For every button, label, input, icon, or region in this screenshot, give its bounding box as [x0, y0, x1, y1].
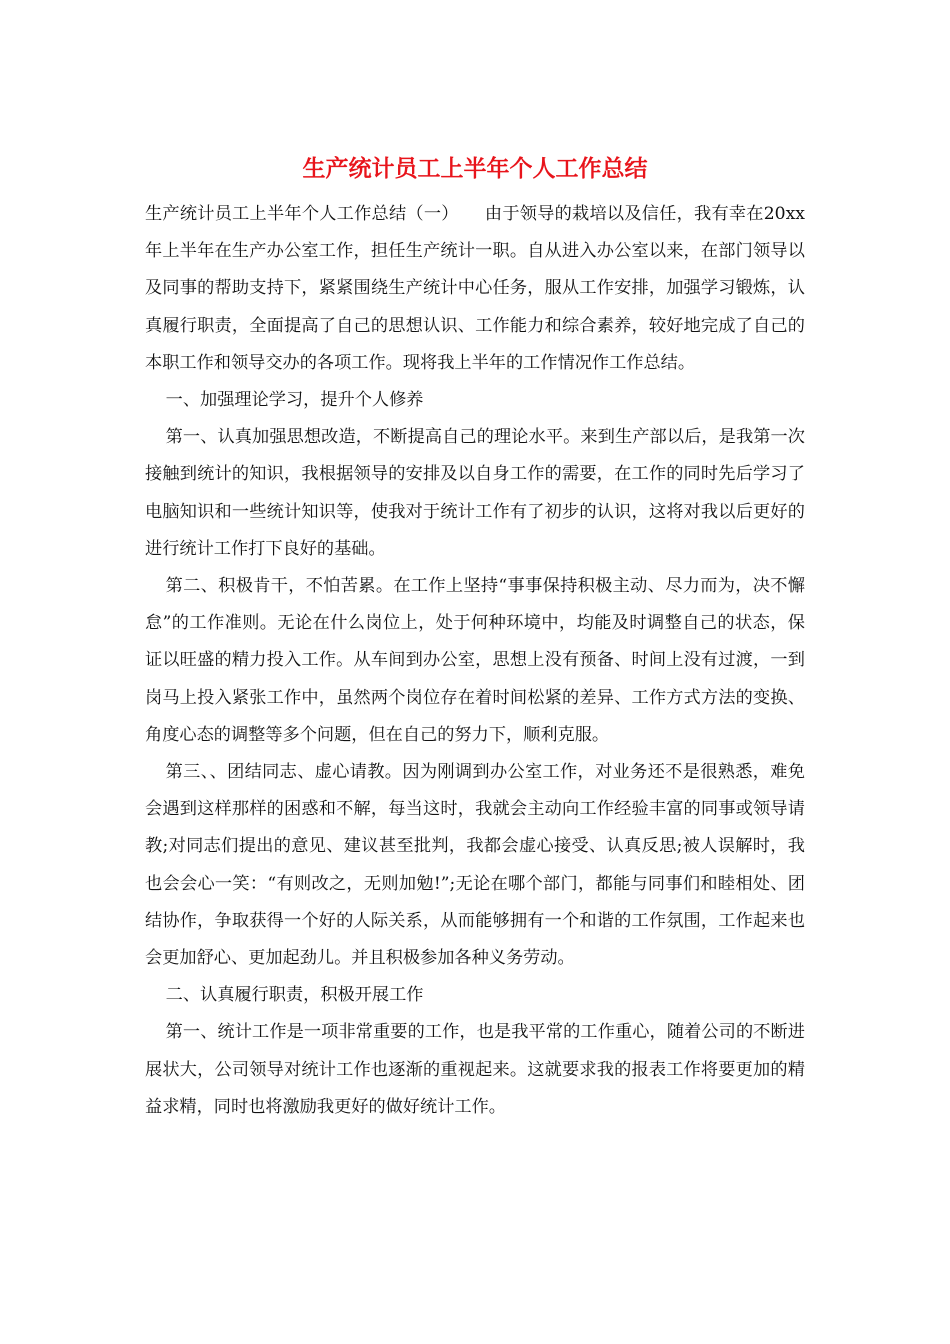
section-heading-1: 一、加强理论学习，提升个人修养 — [165, 390, 424, 411]
document-title: 生产统计员工上半年个人工作总结 — [302, 156, 648, 182]
section-heading-2: 二、认真履行职责，积极开展工作 — [165, 985, 424, 1006]
paragraph-second-point: 第二、积极肯干，不怕苦累。在工作上坚持“事事保持积极主动、尽力而为，决不懈怠”的工作准则。无论在什么岗位上，处于何种环境中，均能及时调整自己的状态，保证以旺盛的精力投入工作。从车间到办公室，思想上没有预备、时间上没有过渡，一到岗马上投入紧张工作中，虽然两个岗位存在着时间松紧的差异、工作方式方法的变换、角度心态的调整等多个问题，但在自己的努力下，顺利克服。 — [145, 576, 805, 745]
paragraph-statistics-work: 第一、统计工作是一项非常重要的工作，也是我平常的工作重心，随着公司的不断进展状大，公司领导对统计工作也逐渐的重视起来。这就要求我的报表工作将要更加的精益求精，同时也将激励我更好的做好统计工作。 — [145, 1022, 805, 1117]
paragraph-first-point: 第一、认真加强思想改造，不断提高自己的理论水平。来到生产部以后，是我第一次接触到统计的知识，我根据领导的安排及以自身工作的需要，在工作的同时先后学习了电脑知识和一些统计知识等，使我对于统计工作有了初步的认识，这将对我以后更好的进行统计工作打下良好的基础。 — [145, 427, 805, 559]
paragraph-third-point: 第三、、团结同志、虚心请教。因为刚调到办公室工作，对业务还不是很熟悉，难免会遇到这样那样的困惑和不解，每当这时，我就会主动向工作经验丰富的同事或领导请教;对同志们提出的意见、建议甚至批判，我都会虚心接受、认真反思;被人误解时，我也会会心一笑：“有则改之，无则加勉!”;无论在哪个部门，都能与同事们和睦相处、团结协作，争取获得一个好的人际关系，从而能够拥有一个和谐的工作氛围，工作起来也会更加舒心、更加起劲儿。并且积极参加各种义务劳动。 — [145, 762, 805, 969]
paragraph-intro: 生产统计员工上半年个人工作总结（一） 由于领导的栽培以及信任，我有幸在20xx年上半年在生产办公室工作，担任生产统计一职。自从进入办公室以来，在部门领导以及同事的帮助支持下，紧紧围绕生产统计中心任务，服从工作安排，加强学习锻炼，认真履行职责，全面提高了自己的思想认识、工作能力和综合素养，较好地完成了自己的本职工作和领导交办的各项工作。现将我上半年的工作情况作工作总结。 — [145, 204, 805, 373]
document-body — [145, 196, 805, 1126]
